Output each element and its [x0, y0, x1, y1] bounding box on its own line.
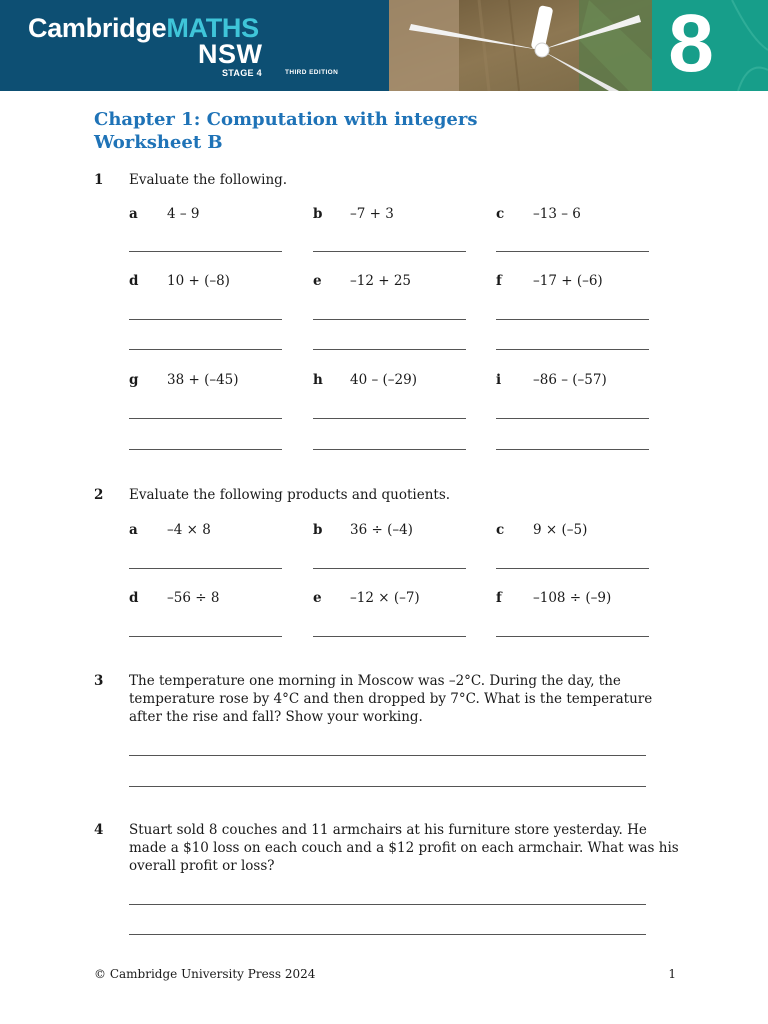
q1-g-answer-line-2[interactable]: [129, 449, 282, 450]
q1-item-c-expr: –13 – 6: [533, 206, 581, 222]
grade-tile: [652, 0, 768, 91]
wind-turbine-illustration: [389, 0, 652, 91]
q1-g-answer-line-1[interactable]: [129, 418, 282, 419]
q1-d-answer-line-1[interactable]: [129, 319, 282, 320]
question-1-prompt: Evaluate the following.: [129, 172, 288, 188]
question-1-number: 1: [94, 172, 104, 188]
question-4-prompt: Stuart sold 8 couches and 11 armchairs at his furniture store yesterday. He made a $10 loss on each couch and a $12 profit on each armchair. What was his overall profit or loss?: [129, 822, 679, 874]
q1-item-i-expr: –86 – (–57): [533, 372, 607, 388]
brand-nsw: NSW: [198, 39, 263, 69]
brand-logo: [28, 12, 339, 78]
q1-c-answer-line-1[interactable]: [496, 251, 649, 252]
q1-item-h-letter: h: [313, 372, 323, 388]
q1-b-answer-line-1[interactable]: [313, 251, 466, 252]
worksheet-title: Worksheet B: [94, 132, 223, 153]
q1-item-a-letter: a: [129, 206, 138, 222]
question-2-number: 2: [94, 487, 104, 503]
q1-d-answer-line-2[interactable]: [129, 349, 282, 350]
q2-item-f-letter: f: [496, 590, 502, 606]
q2-item-e-expr: –12 × (–7): [350, 590, 420, 606]
q1-item-h-expr: 40 – (–29): [350, 372, 417, 388]
q2-d-answer-line[interactable]: [129, 636, 282, 637]
q2-item-d-expr: –56 ÷ 8: [167, 590, 220, 606]
q1-item-d-expr: 10 + (–8): [167, 273, 230, 289]
q2-c-answer-line[interactable]: [496, 568, 649, 569]
q1-item-f-letter: f: [496, 273, 502, 289]
q2-item-b-expr: 36 ÷ (–4): [350, 522, 413, 538]
q1-f-answer-line-1[interactable]: [496, 319, 649, 320]
q1-item-e-letter: e: [313, 273, 322, 289]
q1-h-answer-line-1[interactable]: [313, 418, 466, 419]
q2-b-answer-line[interactable]: [313, 568, 466, 569]
q1-item-i-letter: i: [496, 372, 502, 388]
q1-item-f-expr: –17 + (–6): [533, 273, 603, 289]
q1-item-a-expr: 4 – 9: [167, 206, 200, 222]
q2-item-b-letter: b: [313, 522, 323, 538]
q2-item-a-expr: –4 × 8: [167, 522, 211, 538]
q1-item-g-letter: g: [129, 372, 139, 388]
q2-a-answer-line[interactable]: [129, 568, 282, 569]
q2-f-answer-line[interactable]: [496, 636, 649, 637]
q1-f-answer-line-2[interactable]: [496, 349, 649, 350]
brand-maths: MATHS: [166, 13, 259, 43]
q1-e-answer-line-2[interactable]: [313, 349, 466, 350]
chapter-title: Chapter 1: Computation with integers: [94, 109, 478, 130]
q1-item-b-letter: b: [313, 206, 323, 222]
question-4-number: 4: [94, 822, 104, 838]
question-3-prompt: The temperature one morning in Moscow was –2°C. During the day, the temperature rose by 4°C and then dropped by 7°C. What is the temperature after the rise and fall? Show your working.: [129, 673, 653, 725]
q1-item-d-letter: d: [129, 273, 139, 289]
q1-item-c-letter: c: [496, 206, 505, 222]
q3-answer-line-1[interactable]: [129, 755, 646, 756]
question-3-number: 3: [94, 673, 104, 689]
q2-item-d-letter: d: [129, 590, 139, 606]
q4-answer-line-2[interactable]: [129, 934, 646, 935]
q1-item-b-expr: –7 + 3: [350, 206, 394, 222]
q2-item-c-expr: 9 × (–5): [533, 522, 588, 538]
q1-i-answer-line-1[interactable]: [496, 418, 649, 419]
question-2-prompt: Evaluate the following products and quotients.: [129, 487, 451, 503]
q2-e-answer-line[interactable]: [313, 636, 466, 637]
q1-item-e-expr: –12 + 25: [350, 273, 412, 289]
brand-cambridge: Cambridge: [28, 13, 167, 43]
q2-item-e-letter: e: [313, 590, 322, 606]
q1-a-answer-line-1[interactable]: [129, 251, 282, 252]
brand-stage: STAGE 4: [222, 68, 262, 78]
q1-h-answer-line-2[interactable]: [313, 449, 466, 450]
q1-e-answer-line-1[interactable]: [313, 319, 466, 320]
q3-answer-line-2[interactable]: [129, 786, 646, 787]
grade-number: 8: [668, 0, 714, 89]
q2-item-c-letter: c: [496, 522, 505, 538]
q2-item-f-expr: –108 ÷ (–9): [533, 590, 612, 606]
q1-i-answer-line-2[interactable]: [496, 449, 649, 450]
header-banner: [0, 0, 768, 91]
wind-turbine-photo: [389, 0, 652, 91]
brand-edition: THIRD EDITION: [285, 69, 339, 76]
q4-answer-line-1[interactable]: [129, 904, 646, 905]
footer-page-number: 1: [668, 967, 676, 981]
q1-item-g-expr: 38 + (–45): [167, 372, 239, 388]
q2-item-a-letter: a: [129, 522, 138, 538]
footer-copyright: © Cambridge University Press 2024: [94, 967, 316, 981]
